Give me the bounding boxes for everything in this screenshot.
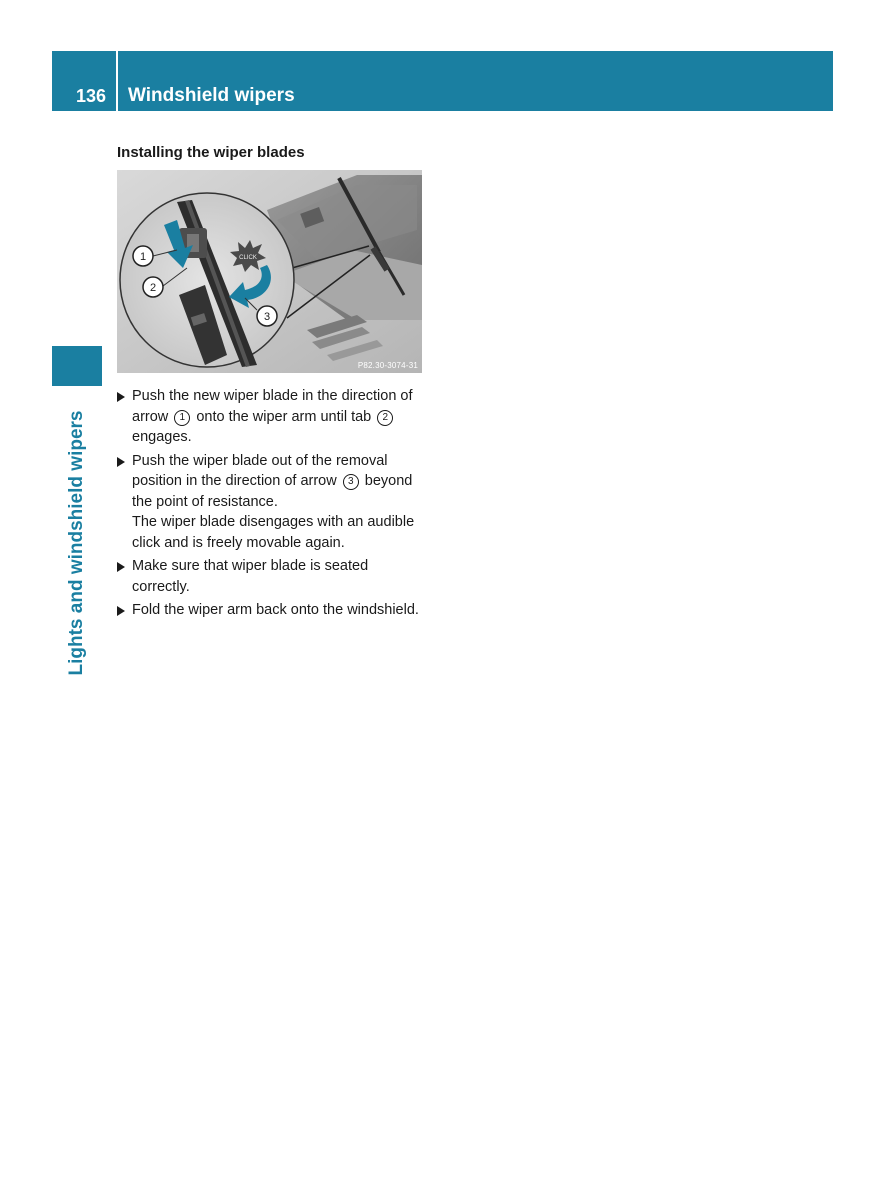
instruction-steps	[117, 386, 427, 624]
step-text: engages.	[132, 429, 192, 445]
step-text: Push the new wiper blade in the direction of arrow	[132, 388, 413, 425]
step-text: beyond the point of resistance.	[132, 473, 413, 510]
page-title: Windshield wipers	[128, 85, 295, 106]
wiper-blade-illustration	[117, 170, 422, 373]
chapter-tab	[52, 346, 102, 386]
click-label: CLICK	[239, 255, 257, 261]
instruction-step	[117, 600, 427, 621]
section-heading: Installing the wiper blades	[117, 144, 305, 161]
callout-2-label: 2	[149, 282, 157, 294]
reference-number: 3	[343, 474, 359, 490]
step-text: onto the wiper arm until tab	[192, 408, 376, 425]
callout-1-label: 1	[139, 251, 147, 263]
step-text: Fold the wiper arm back onto the windshield.	[132, 602, 419, 618]
reference-number: 1	[174, 410, 190, 426]
header-divider	[116, 51, 118, 111]
bullet-arrow-icon	[117, 562, 125, 572]
page-number: 136	[75, 86, 106, 106]
instruction-step	[117, 556, 427, 597]
header-bar	[52, 51, 833, 111]
reference-number: 2	[377, 410, 393, 426]
bullet-arrow-icon	[117, 606, 125, 616]
instruction-step	[117, 451, 427, 554]
step-text: Make sure that wiper blade is seated correctly.	[132, 558, 369, 595]
step-result: The wiper blade disengages with an audible click and is freely movable again.	[132, 514, 415, 551]
chapter-label: Lights and windshield wipers	[66, 410, 87, 676]
wiper-illustration-graphic	[117, 170, 422, 373]
step-text: Push the wiper blade out of the removal position in the direction of arrow	[132, 452, 388, 489]
bullet-arrow-icon	[117, 392, 125, 402]
figure-code: P82.30-3074-31	[357, 361, 418, 370]
bullet-arrow-icon	[117, 457, 125, 467]
callout-3-label: 3	[263, 311, 271, 323]
instruction-step	[117, 386, 427, 448]
